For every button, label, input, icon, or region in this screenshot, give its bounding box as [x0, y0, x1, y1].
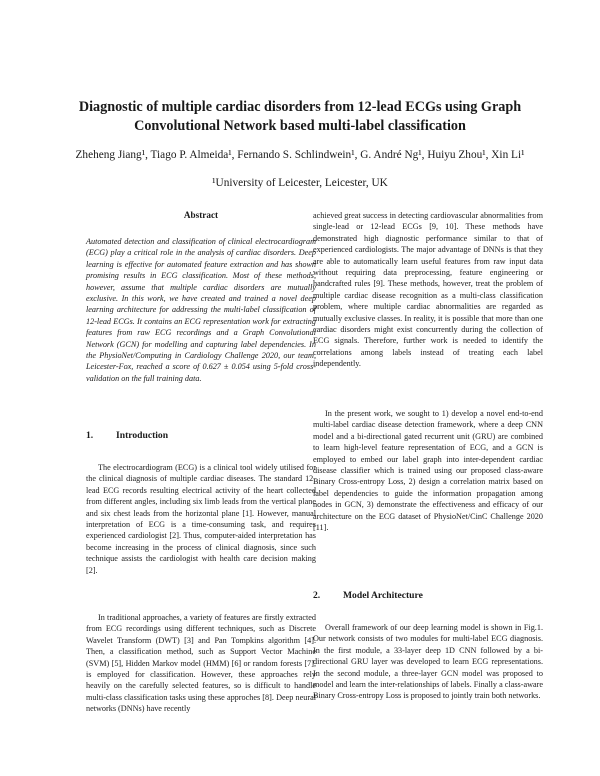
- model-paragraph-1: Overall framework of our deep learning model is shown in Fig.1. Our network consists of two modules for multi-label ECG diagnosis. In the first module, a 33-layer deep 1D CNN followed by a bi-directional GRU layer was developed to learn ECG representations. In the second module, a three-layer GCN model was proposed to model and learn the inter-relationships of labels. Finally a class-aware Binary Cross-entropy Loss is proposed to jointly train both networks.: [313, 623, 543, 701]
- intro-paragraph-3: achieved great success in detecting cardiovascular abnormalities from single-lead or 12-lead ECGs [9, 10]. These methods have demonstrated high diagnostic performance similar to that of experienced cardiologists. The major advantage of DNNs is that they are able to automatically learn useful features from raw input data without requiring data preprocessing, feature engineering or handcrafted rules [9]. These methods, however, treat the problem of multiple cardiac disease recognition as a multi-class classification problem, where multiple cardiac abnormalities are regarded as mutually exclusive classes. In reality, it is possible that more than one cardiac disorders might exist concurrently during the collection of ECG signals. Therefore, further work is needed to identify the correlations among labels instead of treating each label independently.: [313, 211, 543, 369]
- intro-paragraph-1: The electrocardiogram (ECG) is a clinical tool widely utilised for the clinical diagnosis of multiple cardiac diseases. The standard 12-lead ECG records resulting electrical activity of the heart collected from different angles, including six limb leads from the vertical plane and six chest leads from the horizontal plane [1]. However, manual interpretation of ECG is a time-consuming task, and requires experienced cardiologist [2]. Thus, computer-aided interpretation has become increasing in the process of clinical diagnosis, since such technique assists the cardiologist with health care decision making [2].: [86, 463, 316, 575]
- section-number: 2.: [313, 590, 321, 601]
- section-title: Model Architecture: [343, 590, 423, 601]
- intro-paragraph-4: In the present work, we sought to 1) develop a novel end-to-end multi-label cardiac disease detection framework, where a deep CNN model and a bi-directional gated recurrent unit (GRU) are combined to learn high-level feature representation of ECG, and a GCN is employed to embed our label graph into inter-dependent cardiac disease classifier which is trained using our proposed class-aware Binary Cross-entropy Loss, 2) design a correlation matrix based on label dependencies to guide the information propagation among nodes in GCN, 3) demonstrate the effectiveness and efficacy of our architecture on the ECG dataset of PhysioNet/CinC Challenge 2020 [11].: [313, 409, 543, 533]
- section-heading-model-architecture: [313, 590, 423, 601]
- intro-paragraph-2: In traditional approaches, a variety of features are firstly extracted from ECG recordings using different techniques, such as Discrete Wavelet Transform (DWT) [3] and Pan Tompkins algorithm [4]. Then, a classification method, such as Support Vector Machine (SVM) [5], Hidden Markov model (HMM) [6] or random forests [7], is employed for classification. However, these approaches rely heavily on the carefully selected features, so is difficult to handle multi-class classification tasks using these approches [8]. Deep neural networks (DNNs) have recently: [86, 613, 316, 714]
- section-heading-introduction: [86, 430, 168, 441]
- paper-title: Diagnostic of multiple cardiac disorders from 12-lead ECGs using Graph Convolutional Network based multi-label classification: [78, 99, 522, 134]
- abstract-body: Automated detection and classification of clinical electrocardiogram (ECG) play a critical role in the analysis of cardiac disorders. Deep learning is effective for automated feature extraction and has shown promising results in ECG classification. Most of these methods, however, assume that multiple cardiac disorders are mutually exclusive. In this work, we have created and trained a novel deep learning architecture for addressing the multi-label classification of 12-lead ECGs. It contains an ECG representation work for extracting features from raw ECG recordings and a Graph Convolutional Network (GCN) for modelling and capturing label dependencies. In the PhysioNet/Computing in Cardiology Challenge 2020, our team, Leicester-Fox, reached a score of 0.627 ± 0.054 using 5-fold cross-validation on the full training data.: [86, 237, 316, 383]
- abstract-heading: Abstract: [183, 210, 219, 220]
- author-list: Zheheng Jiang¹, Tiago P. Almeida¹, Fernando S. Schlindwein¹, G. André Ng¹, Huiyu Zhou¹, Xin Li¹: [75, 149, 525, 161]
- section-title: Introduction: [116, 430, 169, 441]
- affiliation: ¹University of Leicester, Leicester, UK: [212, 177, 388, 189]
- section-number: 1.: [86, 430, 94, 441]
